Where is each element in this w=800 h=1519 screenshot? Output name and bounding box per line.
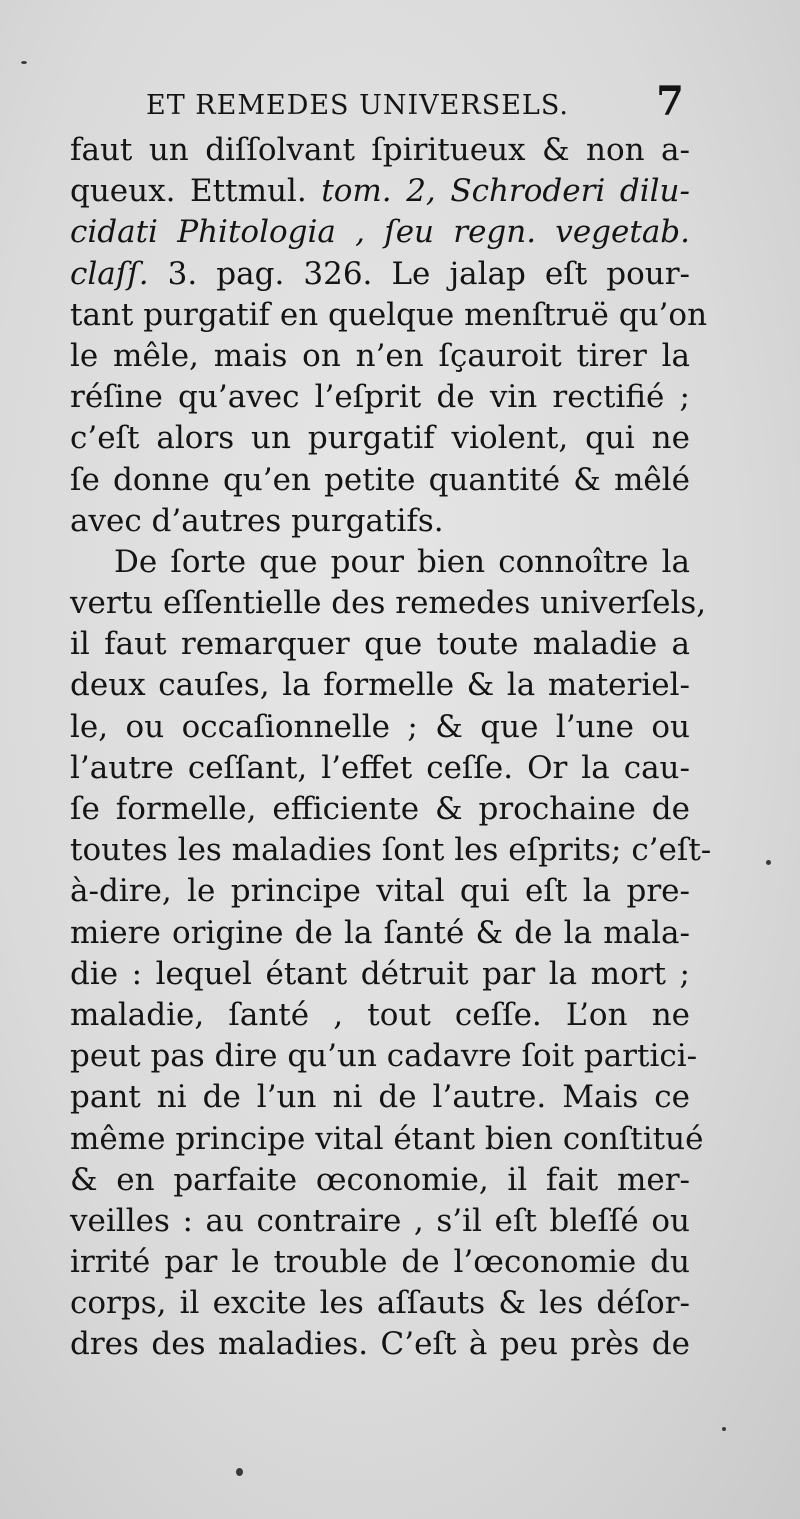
text-line: le, ou occaſionnelle ; & que l’une ou [70,708,690,745]
text-line: pant ni de l’un ni de l’autre. Mais ce [70,1079,690,1116]
text-line: queux. Ettmul. tom. 2, Schroderi dilu- [70,173,690,210]
text-line: veilles : au contraire , s’il eſt bleſſé ou [70,1202,690,1239]
text-line: maladie, ſanté , tout ceſſe. L’on ne [70,996,690,1033]
paper-speck [766,860,771,865]
paper-speck [21,61,27,64]
text-line: deux cauſes, la formelle & la materiel- [70,667,690,704]
text-line: miere origine de la ſanté & de la mala- [70,914,690,951]
text-line: même principe vital étant bien conſtitué [70,1120,704,1157]
text-line: cidati Phitologia , ſeu regn. vegetab. [70,214,690,251]
text-line: à-dire, le principe vital qui eſt la pre- [70,873,690,910]
running-header [140,78,685,130]
running-title: ET REMEDES UNIVERSELS. [146,90,569,121]
text-line: tant purgatif en quelque menſtruë qu’on [70,296,708,333]
text-line: ſe donne qu’en petite quantité & mêlé [70,461,690,498]
text-line: irrité par le trouble de l’œconomie du [70,1244,690,1281]
text-line: c’eſt alors un purgatif violent, qui ne [70,420,690,457]
text-line: corps, il excite les aſſauts & les déſor- [70,1285,690,1322]
paper-speck [236,1468,243,1476]
text-line: peut pas dire qu’un cadavre ſoit partici- [70,1038,698,1075]
text-line: il faut remarquer que toute maladie a [70,626,690,663]
text-line: l’autre ceſſant, l’effet ceſſe. Or la cau- [70,749,690,786]
text-line: le mêle, mais on n’en ſçauroit tirer la [70,337,690,374]
body-text [70,130,712,1366]
text-line: & en parfaite œconomie, il fait mer- [70,1161,690,1198]
text-line: vertu eſſentielle des remedes univerſels, [70,585,707,622]
text-line: De ſorte que pour bien connoître la [114,543,690,580]
text-line: avec d’autres purgatifs. [70,502,444,539]
text-line: die : lequel étant détruit par la mort ; [70,955,690,992]
text-line: réſine qu’avec l’eſprit de vin rectifié ; [70,379,690,416]
text-line: faut un diſſolvant ſpiritueux & non a- [70,132,690,168]
text-line: dres des maladies. C’eſt à peu près de [70,1326,690,1363]
text-line: claſſ. 3. pag. 326. Le jalap eſt pour- [70,255,690,292]
text-line: toutes les maladies ſont les eſprits; c’eſt- [70,832,712,869]
text-line: ſe formelle, efficiente & prochaine de [70,791,690,827]
paper-speck [722,1427,726,1431]
page-number: 7 [656,78,685,125]
